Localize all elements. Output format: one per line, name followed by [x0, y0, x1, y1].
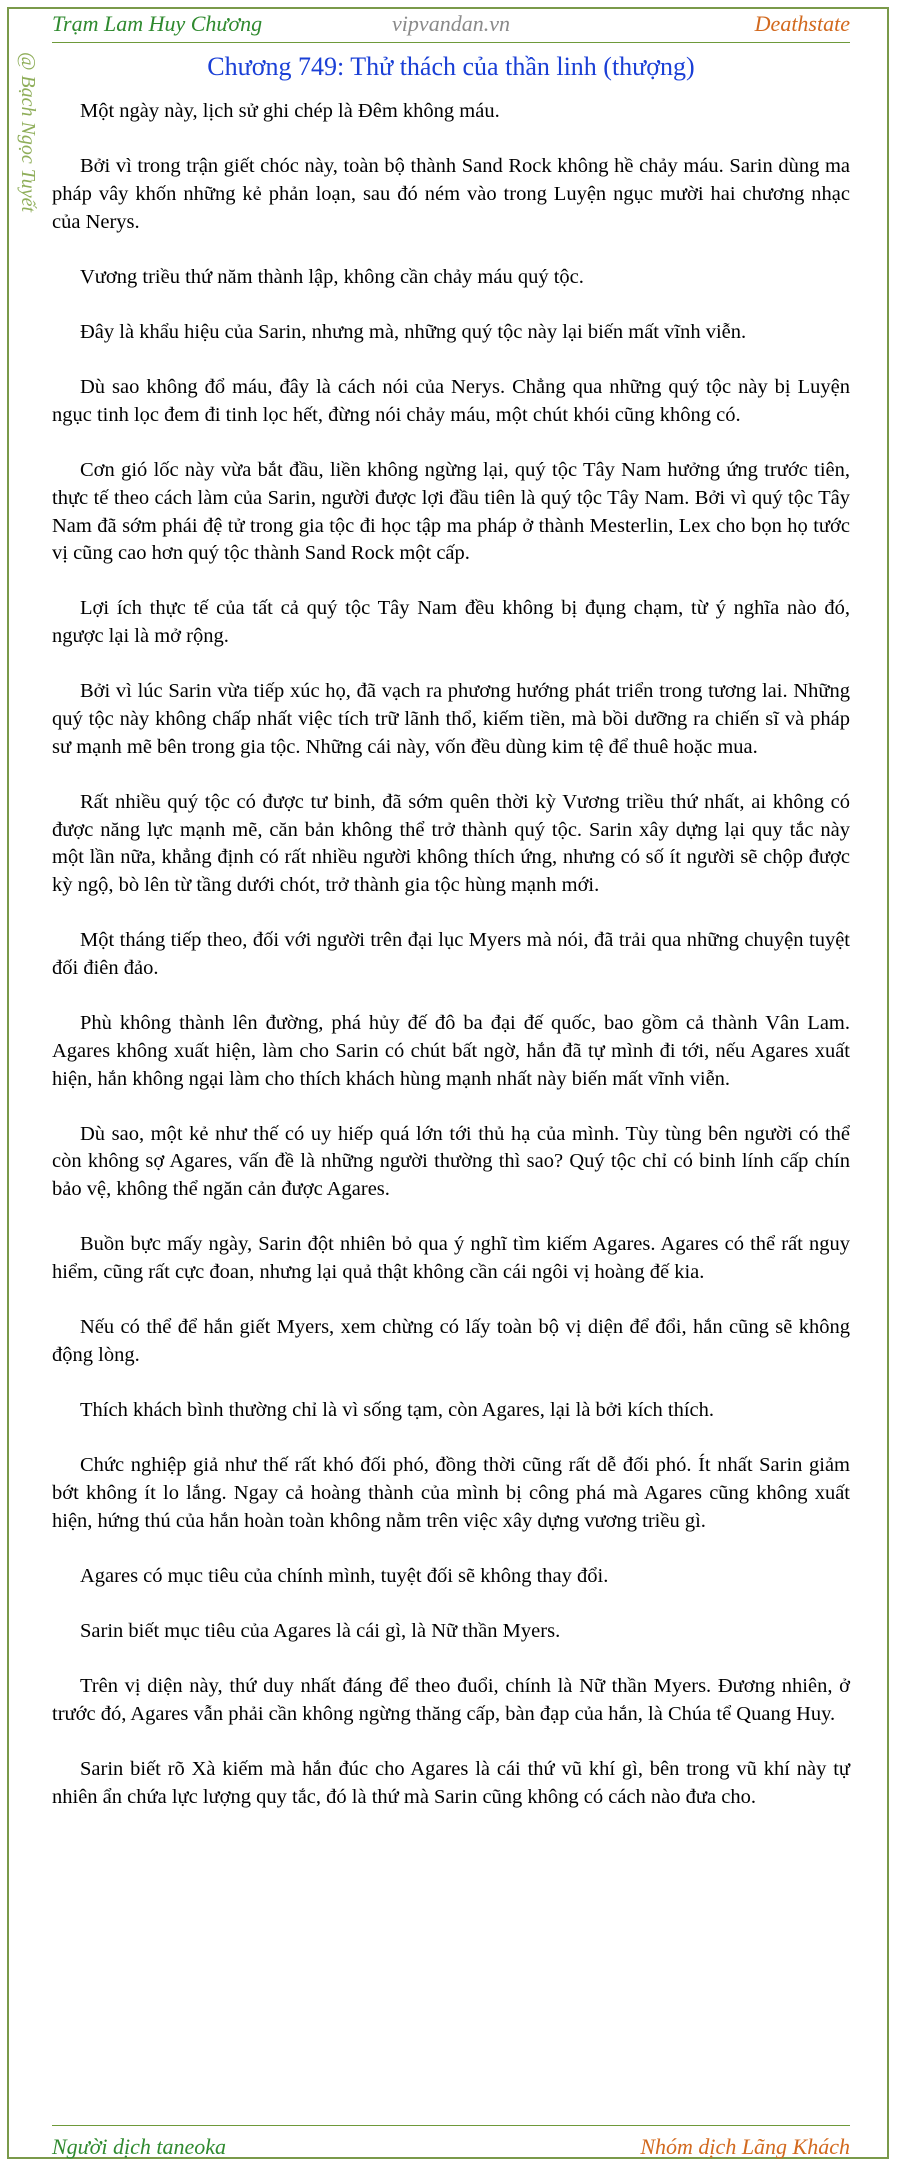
- paragraph: Vương triều thứ năm thành lập, không cần chảy máu quý tộc.: [80, 265, 584, 288]
- paragraph: Chức nghiệp giả như thế rất khó đối phó, đồng thời cũng rất dễ đối phó. Ít nhất Sarin giảm bớt không ít lo lắng. Ngay cả hoàng thành của mình bị công phá mà Agares cũng không xuất hiện, hứng thú của hắn hoàn toàn không nằm trên việc xây dựng vương triều gì.: [52, 1454, 850, 1532]
- paragraph: Thích khách bình thường chỉ là vì sống tạm, còn Agares, lại là bởi kích thích.: [80, 1399, 714, 1422]
- page-header: [52, 8, 850, 43]
- paragraph: Phù không thành lên đường, phá hủy đế đô ba đại đế quốc, bao gồm cả thành Vân Lam. Agares không xuất hiện, làm cho Sarin có chút bất ngờ, hắn đã tự mình đi tới, nếu Agares xuất hiện, hắn không ngại làm cho thích khách hùng mạnh nhất này biến mất vĩnh viễn.: [52, 1012, 850, 1090]
- footer-translator: Người dịch taneoka: [52, 2134, 227, 2159]
- side-watermark: @ Bạch Ngọc Tuyết: [17, 52, 39, 213]
- paragraph: Đây là khẩu hiệu của Sarin, nhưng mà, những quý tộc này lại biến mất vĩnh viễn.: [80, 321, 747, 344]
- header-website: vipvandan.vn: [392, 11, 510, 36]
- page-footer: [52, 2125, 850, 2162]
- paragraph: Cơn gió lốc này vừa bắt đầu, liền không ngừng lại, quý tộc Tây Nam hưởng ứng trước tiên, thực tế theo cách làm của Sarin, người được lợi đầu tiên là quý tộc Tây Nam. Bởi vì quý tộc Tây Nam đã sớm phái đệ tử trong gia tộc đi học tập ma pháp ở thành Mesterlin, Lex cho bọn họ tước vị cũng cao hơn quý tộc thành Sand Rock một cấp.: [52, 459, 850, 565]
- paragraph: Trên vị diện này, thứ duy nhất đáng để theo đuổi, chính là Nữ thần Myers. Đương nhiên, ở trước đó, Agares vẫn phải cần không ngừng thăng cấp, bàn đạp của hắn, là Chúa tể Quang Huy.: [52, 1675, 850, 1726]
- paragraph: Rất nhiều quý tộc có được tư binh, đã sớm quên thời kỳ Vương triều thứ nhất, ai không có được năng lực mạnh mẽ, căn bản không thể trở thành quý tộc. Sarin xây dựng lại quy tắc này một lần nữa, khẳng định có rất nhiều người không thích ứng, nhưng có số ít người sẽ chộp được kỳ ngộ, bò lên từ tầng dưới chót, trở thành gia tộc hùng mạnh mới.: [52, 790, 850, 897]
- paragraph: Một tháng tiếp theo, đối với người trên đại lục Myers mà nói, đã trải qua những chuyện tuyệt đối điên đảo.: [52, 929, 850, 979]
- paragraph: Sarin biết rõ Xà kiếm mà hắn đúc cho Agares là cái thứ vũ khí gì, bên trong vũ khí này tự nhiên ẩn chứa lực lượng quy tắc, đó là thứ mà Sarin cũng không có cách nào đưa cho.: [52, 1758, 850, 1809]
- paragraph: Bởi vì trong trận giết chóc này, toàn bộ thành Sand Rock không hề chảy máu. Sarin dùng ma pháp vây khốn những kẻ phản loạn, sau đó ném vào trong Luyện ngục mười hai chương nhạc của Nerys.: [52, 155, 850, 233]
- footer-group: Nhóm dịch Lãng Khách: [640, 2134, 850, 2159]
- chapter-body: [52, 98, 850, 1839]
- paragraph: Dù sao không đổ máu, đây là cách nói của Nerys. Chẳng qua những quý tộc này bị Luyện ngục tinh lọc đem đi tinh lọc hết, đừng nói chảy máu, một chút khói cũng không có.: [52, 376, 850, 426]
- paragraph: Agares có mục tiêu của chính mình, tuyệt đối sẽ không thay đổi.: [80, 1565, 609, 1588]
- paragraph: Bởi vì lúc Sarin vừa tiếp xúc họ, đã vạch ra phương hướng phát triển trong tương lai. Những quý tộc này không chấp nhất việc tích trữ lãnh thổ, kiếm tiền, mà bồi dưỡng ra chiến sĩ và pháp sư mạnh mẽ bên trong gia tộc. Những cái này, vốn đều dùng kim tệ để thuê hoặc mua.: [52, 680, 850, 758]
- paragraph: Buồn bực mấy ngày, Sarin đột nhiên bỏ qua ý nghĩ tìm kiếm Agares. Agares có thể rất nguy hiểm, cũng rất cực đoan, nhưng lại quả thật không cần cái ngôi vị hoàng đế kia.: [52, 1233, 850, 1284]
- paragraph: Dù sao, một kẻ như thế có uy hiếp quá lớn tới thủ hạ của mình. Tùy tùng bên người có thể còn không sợ Agares, vấn đề là những người thường thì sao? Quý tộc chỉ có binh lính cấp chín bảo vệ, không thể ngăn cản được Agares.: [52, 1122, 850, 1201]
- paragraph: Sarin biết mục tiêu của Agares là cái gì, là Nữ thần Myers.: [80, 1620, 561, 1643]
- chapter-title: Chương 749: Thử thách của thần linh (thượng): [207, 52, 695, 81]
- paragraph: Nếu có thể để hắn giết Myers, xem chừng có lấy toàn bộ vị diện để đổi, hắn cũng sẽ không động lòng.: [52, 1316, 850, 1366]
- paragraph: Một ngày này, lịch sử ghi chép là Đêm không máu.: [80, 100, 500, 122]
- paragraph: Lợi ích thực tế của tất cả quý tộc Tây Nam đều không bị đụng chạm, từ ý nghĩa nào đó, ngược lại là mở rộng.: [52, 597, 850, 648]
- header-book-title: Deathstate: [754, 11, 850, 36]
- header-site-name: Trạm Lam Huy Chương: [52, 11, 263, 36]
